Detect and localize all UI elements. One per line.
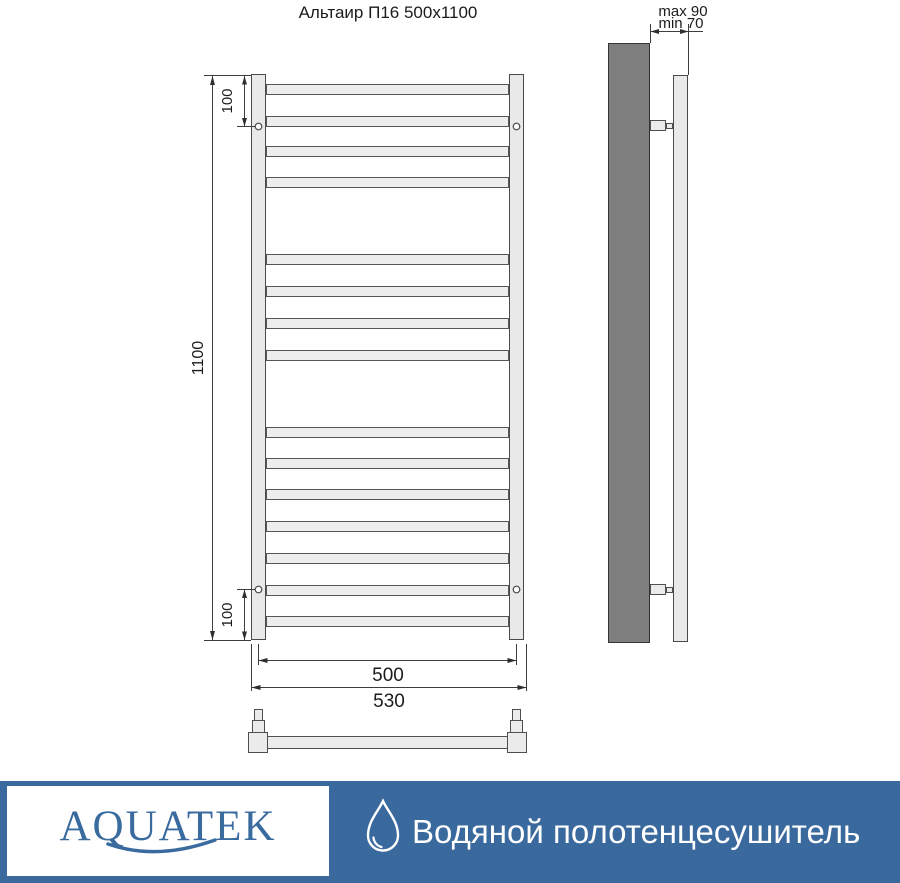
brand-logo — [7, 786, 329, 876]
arrowhead — [518, 685, 527, 690]
dim-label-top-offset: 100 — [219, 88, 236, 114]
drop-outline — [368, 801, 398, 851]
arrowhead — [210, 76, 215, 85]
arrowhead — [242, 76, 247, 85]
water-drop-icon — [361, 798, 405, 855]
arrowhead — [508, 658, 517, 663]
dimension-top-offset — [219, 76, 255, 127]
arrowhead — [242, 118, 247, 127]
mounting-hole — [513, 123, 520, 130]
drop-highlight — [374, 838, 382, 848]
arrowhead — [259, 658, 268, 663]
dim-label-overall-width: 530 — [373, 691, 405, 712]
dim-label-axle-width: 500 — [372, 665, 404, 686]
arrowhead — [252, 685, 261, 690]
dim-label-height: 1100 — [190, 340, 207, 376]
dim-label-depth-max: max 90 — [658, 3, 708, 20]
arrowhead — [210, 631, 215, 640]
mounting-hole — [513, 586, 520, 593]
drawing-title: Альтаир П16 500x1100 — [298, 3, 478, 22]
arrowhead — [242, 590, 247, 599]
mounting-hole — [255, 123, 262, 130]
logo-wave — [108, 840, 215, 852]
dim-label-bottom-offset: 100 — [219, 602, 236, 628]
dimension-bottom-offset — [219, 590, 255, 641]
logo-swoosh — [7, 786, 329, 876]
brand-logo-text: AQUATEK — [59, 802, 277, 850]
dimension-axle-width — [259, 644, 517, 686]
product-banner — [0, 781, 900, 883]
mounting-holes — [255, 123, 520, 593]
product-type-label: Водяной полотенцесушитель — [412, 813, 861, 850]
dimension-height — [190, 76, 251, 641]
dim-label-depth-min: min 70 — [658, 15, 704, 32]
mounting-hole — [255, 586, 262, 593]
dimension-depth — [651, 3, 708, 75]
arrowhead — [242, 632, 247, 641]
